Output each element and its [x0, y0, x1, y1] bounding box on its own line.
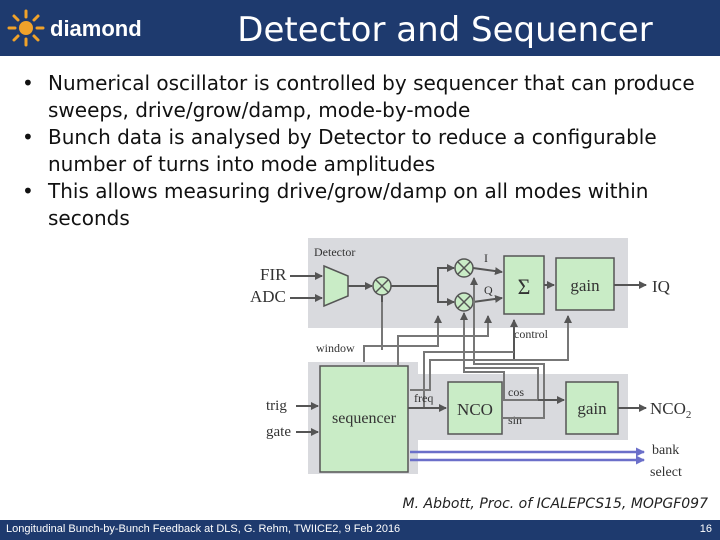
detector-label: Detector	[314, 245, 356, 259]
control-label: control	[514, 327, 548, 341]
window-label: window	[316, 341, 355, 355]
block-diagram	[238, 232, 708, 484]
nco-gain-label: gain	[577, 399, 607, 418]
q-label: Q	[484, 283, 493, 297]
bank-label: bank	[652, 443, 680, 458]
gate-label: gate	[266, 424, 291, 440]
trig-label: trig	[266, 398, 287, 414]
bullet-dot: •	[22, 71, 34, 95]
cos-label: cos	[508, 385, 524, 399]
footer-bar	[0, 520, 720, 540]
sunburst-icon	[9, 11, 43, 45]
bullet-list	[18, 70, 708, 232]
fir-label: FIR	[260, 265, 287, 284]
bullet-dot: •	[22, 125, 34, 149]
slide-title: Detector and Sequencer	[237, 10, 653, 50]
figure-caption: M. Abbott, Proc. of ICALEPCS15, MOPGF097	[402, 496, 708, 512]
diamond-logo	[6, 8, 166, 48]
bullet-item	[18, 178, 708, 232]
footer-text: Longitudinal Bunch-by-Bunch Feedback at DLS, G. Rehm, TWIICE2, 9 Feb 2016	[6, 523, 401, 535]
bullet-text: This allows measuring drive/grow/damp on all modes within seconds	[48, 179, 649, 230]
nco-label: NCO	[457, 400, 493, 419]
adc-label: ADC	[250, 287, 286, 306]
detector-gain-label: gain	[570, 276, 600, 295]
bullet-text: Numerical oscillator is controlled by sequencer that can produce sweeps, drive/grow/damp, mode-by-mode	[48, 71, 695, 122]
bullet-text: Bunch data is analysed by Detector to reduce a configurable number of turns into mode amplitudes	[48, 125, 657, 176]
freq-label: freq	[414, 391, 434, 405]
i-label: I	[484, 251, 488, 265]
bullet-item	[18, 124, 708, 178]
select-label: select	[650, 465, 682, 480]
nco2-main: NCO	[650, 399, 686, 418]
sequencer-label: sequencer	[332, 410, 396, 427]
iq-output-label: IQ	[652, 277, 670, 296]
sin-label: sin	[508, 413, 523, 427]
header-bar	[0, 0, 720, 56]
page-number: 16	[699, 523, 712, 535]
nco2-output-label	[650, 399, 691, 421]
logo-text: diamond	[50, 16, 142, 41]
nco2-subscript: 2	[685, 409, 692, 421]
bullet-item	[18, 70, 708, 124]
bullet-dot: •	[22, 179, 34, 203]
sum-symbol: Σ	[517, 274, 531, 299]
